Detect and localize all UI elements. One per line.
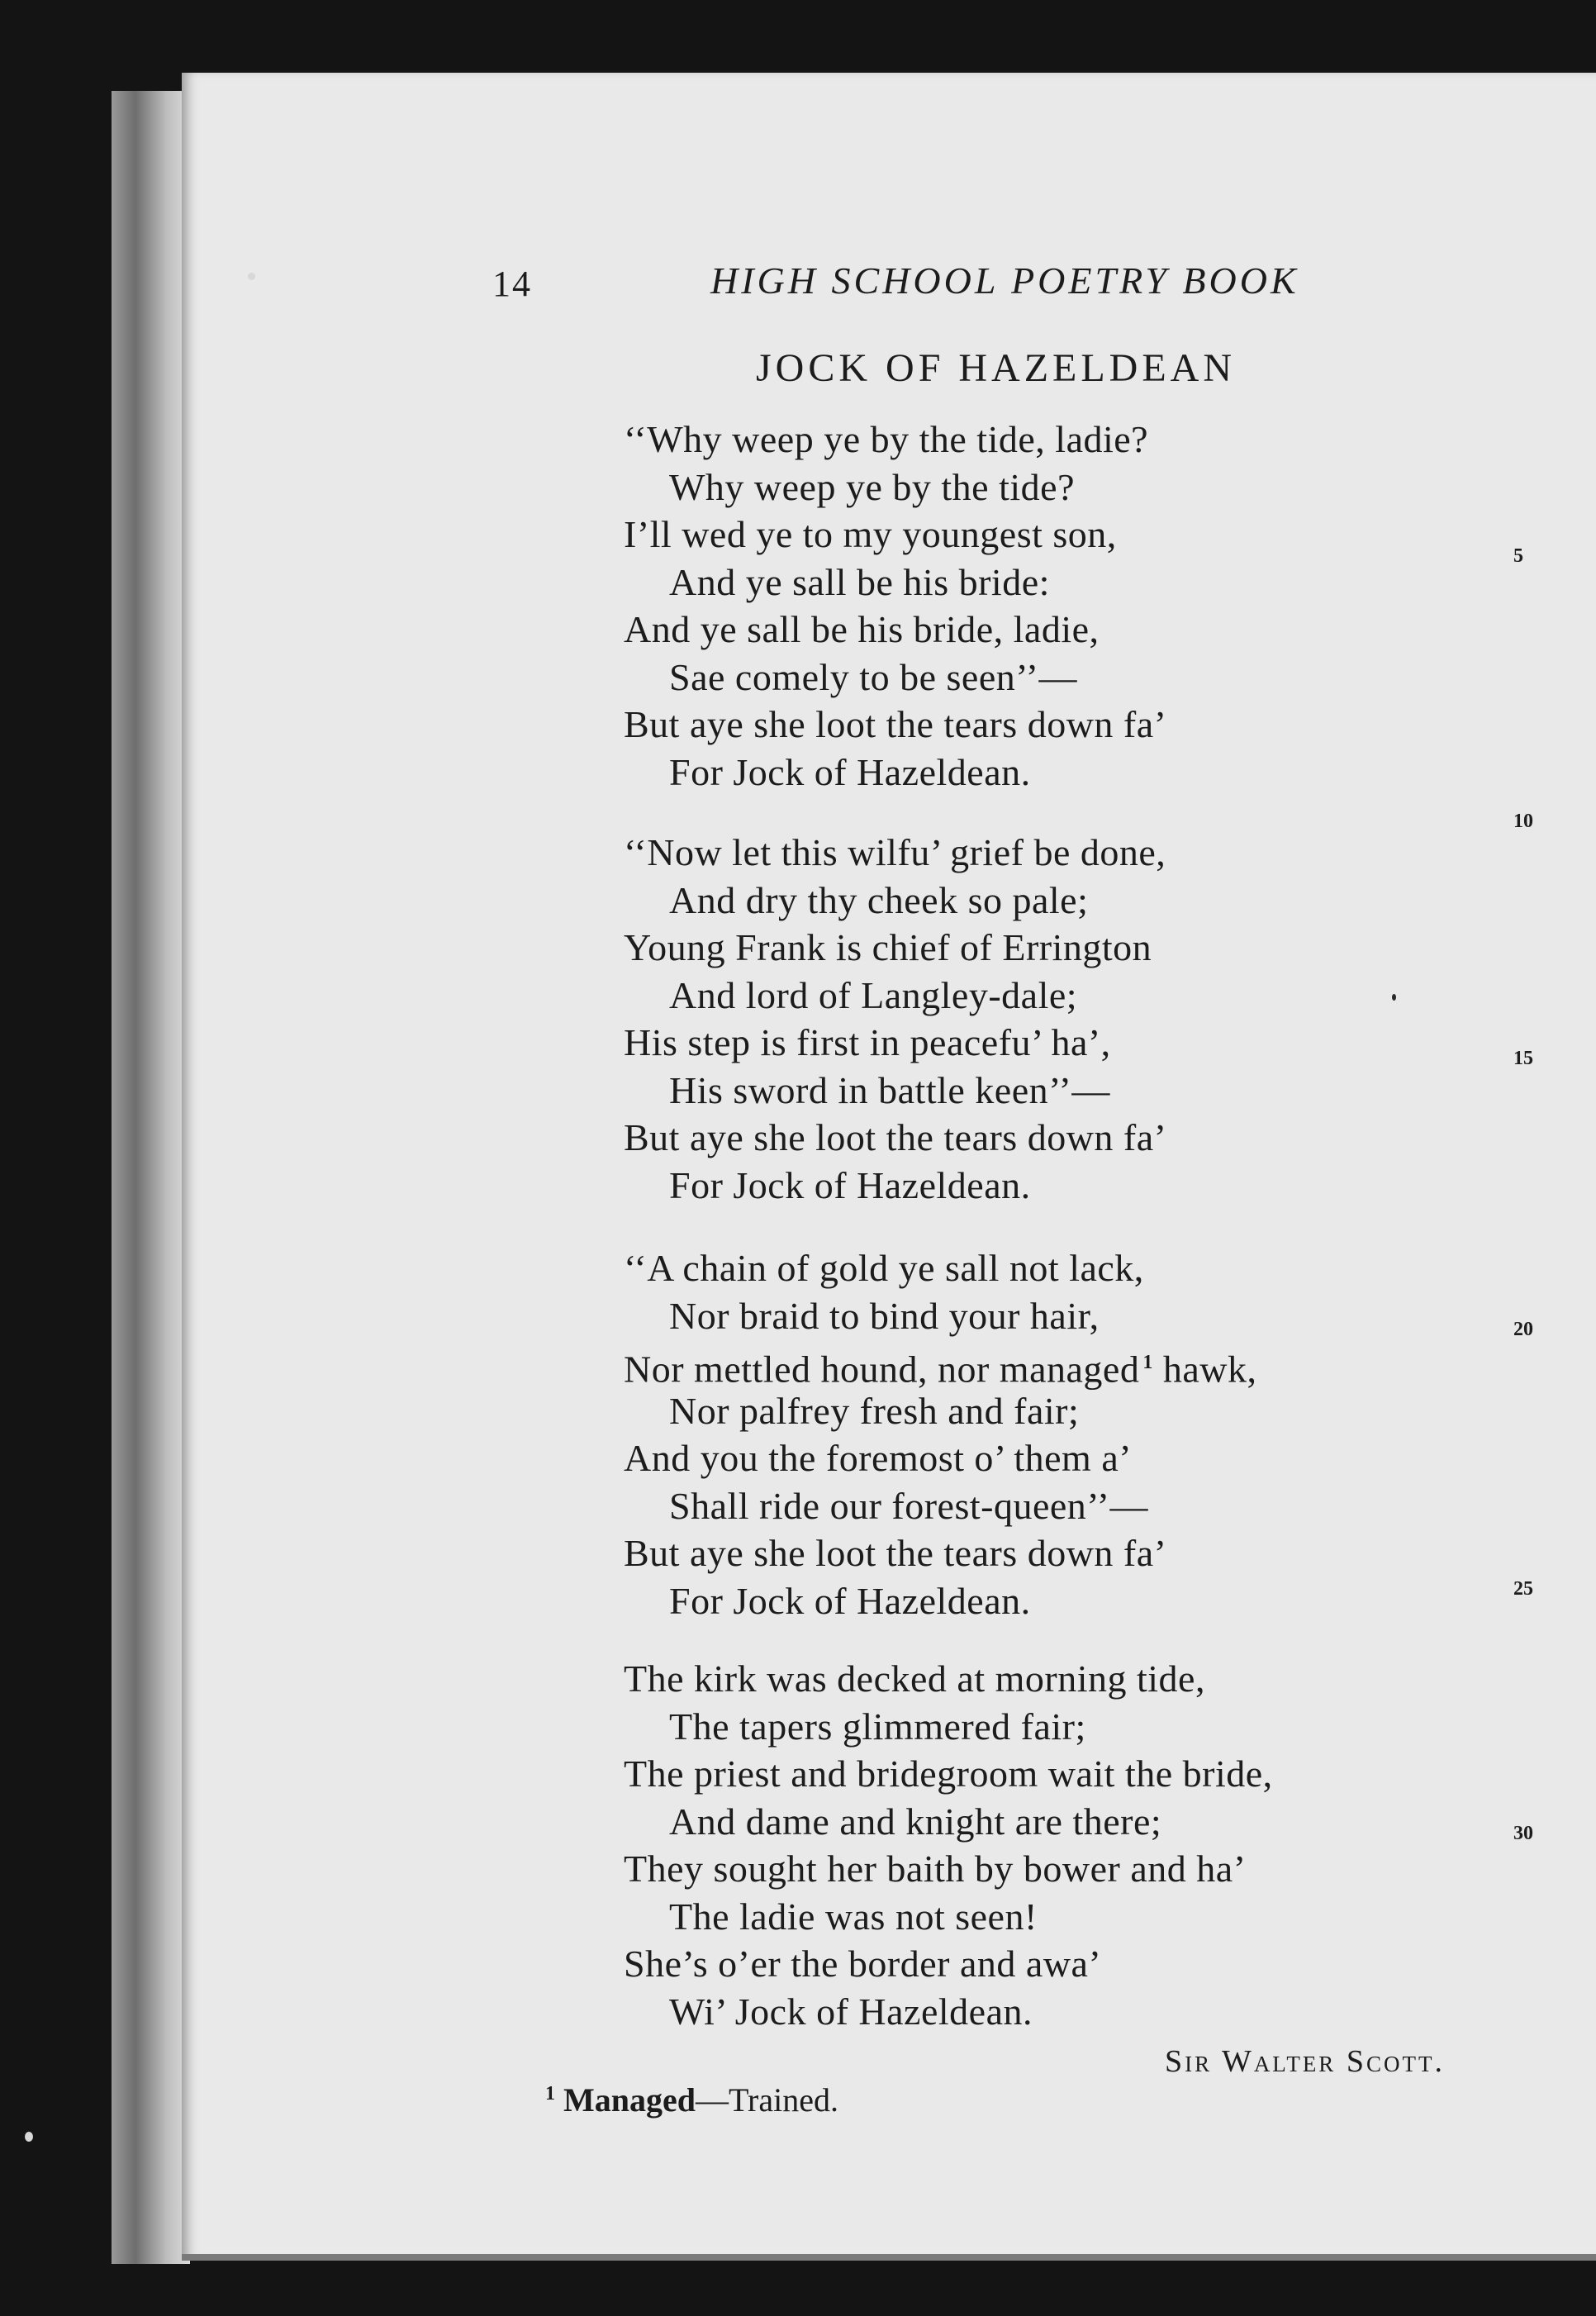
poem-line: For Jock of Hazeldean. bbox=[669, 1163, 1031, 1206]
line-number: 25 bbox=[1513, 1578, 1533, 1600]
line-number: 5 bbox=[1513, 545, 1523, 567]
poem-line bbox=[624, 1339, 1596, 1391]
line-number: 30 bbox=[1513, 1823, 1533, 1844]
footnote-ref: 1 bbox=[1142, 1352, 1153, 1373]
poem-line: For Jock of Hazeldean. bbox=[669, 1579, 1031, 1622]
author-attribution: Sir Walter Scott. bbox=[1165, 2044, 1445, 2079]
poem-line: But aye she loot the tears down fa’ bbox=[624, 703, 1167, 745]
stanza-1 bbox=[624, 416, 1596, 796]
poem-line: I’ll wed ye to my youngest son, bbox=[624, 513, 1117, 555]
line-number: 10 bbox=[1513, 811, 1533, 832]
poem-line: The kirk was decked at morning tide, bbox=[624, 1657, 1205, 1700]
poem-line: The tapers glimmered fair; bbox=[669, 1705, 1086, 1748]
poem-line: But aye she loot the tears down fa’ bbox=[624, 1532, 1167, 1574]
poem-line: And you the foremost o’ them a’ bbox=[624, 1437, 1133, 1479]
footnote-definition: —Trained. bbox=[696, 2081, 838, 2119]
book-page bbox=[182, 73, 1596, 2261]
book-spine-edge bbox=[112, 91, 190, 2264]
poem-line: Nor braid to bind your hair, bbox=[669, 1294, 1100, 1337]
print-speck bbox=[1392, 994, 1396, 1001]
poem-line: ‘‘Now let this wilfu’ grief be done, bbox=[624, 831, 1166, 873]
footnote bbox=[545, 2081, 838, 2119]
scan-speck bbox=[248, 273, 255, 280]
poem-line: Shall ride our forest-queen’’— bbox=[669, 1484, 1149, 1527]
scan-speck bbox=[25, 2132, 33, 2142]
poem-line: Young Frank is chief of Errington bbox=[624, 926, 1152, 968]
poem-line: His sword in battle keen’’— bbox=[669, 1068, 1110, 1111]
poem-line: Nor palfrey fresh and fair; bbox=[669, 1389, 1080, 1432]
stanza-4 bbox=[624, 1655, 1596, 2035]
poem-line: And ye sall be his bride, ladie, bbox=[624, 608, 1100, 650]
poem-line: The priest and bridegroom wait the bride, bbox=[624, 1752, 1273, 1795]
footnote-marker: 1 bbox=[545, 2082, 555, 2104]
poem-line: ‘‘A chain of gold ye sall not lack, bbox=[624, 1247, 1144, 1289]
poem-line: The ladie was not seen! bbox=[669, 1895, 1038, 1938]
stanza-2 bbox=[624, 829, 1596, 1209]
poem-line: Wi’ Jock of Hazeldean. bbox=[669, 1990, 1033, 2033]
poem-line: They sought her baith by bower and ha’ bbox=[624, 1848, 1247, 1890]
poem-line: And dry thy cheek so pale; bbox=[669, 878, 1089, 921]
line-number: 20 bbox=[1513, 1319, 1533, 1340]
poem-line: ‘‘Why weep ye by the tide, ladie? bbox=[624, 418, 1149, 460]
poem-line: And ye sall be his bride: bbox=[669, 560, 1050, 603]
poem-line-text: hawk, bbox=[1152, 1348, 1257, 1391]
stanza-3 bbox=[624, 1244, 1596, 1624]
poem-line: And dame and knight are there; bbox=[669, 1800, 1162, 1843]
poem-line: For Jock of Hazeldean. bbox=[669, 750, 1031, 793]
poem-title: JOCK OF HAZELDEAN bbox=[756, 346, 1236, 390]
poem-line: She’s o’er the border and awa’ bbox=[624, 1943, 1102, 1985]
poem-line: His step is first in peacefu’ ha’, bbox=[624, 1021, 1111, 1063]
page-bottom-edge bbox=[182, 2254, 1596, 2261]
footnote-term: Managed bbox=[563, 2081, 696, 2119]
poem-line: And lord of Langley-dale; bbox=[669, 973, 1078, 1016]
poem-line: Why weep ye by the tide? bbox=[669, 465, 1075, 508]
poem-line: Sae comely to be seen’’— bbox=[669, 655, 1077, 698]
page-number: 14 bbox=[492, 264, 532, 304]
poem-line-text: Nor mettled hound, nor managed bbox=[624, 1348, 1140, 1391]
running-title: HIGH SCHOOL POETRY BOOK bbox=[710, 259, 1299, 302]
line-number: 15 bbox=[1513, 1048, 1533, 1069]
poem-line: But aye she loot the tears down fa’ bbox=[624, 1116, 1167, 1158]
